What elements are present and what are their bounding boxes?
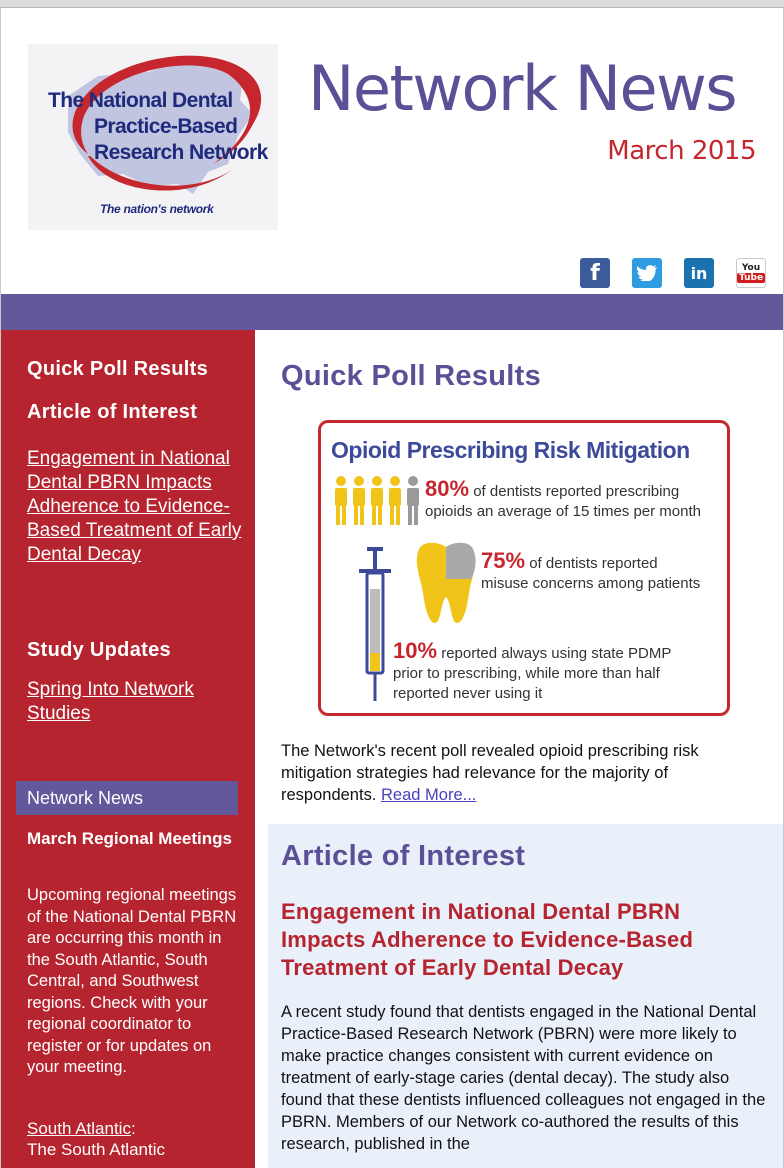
sidebar bbox=[0, 330, 255, 1168]
sidebar-paragraph: Upcoming regional meetings of the National Dental PBRN are occurring this month in the South Atlantic, South Central, and Southwest regions. Check with your regional coordinator to register or for updates on your meeting. bbox=[27, 886, 237, 1076]
stat2-line: of dentists reported bbox=[529, 555, 658, 572]
south-atlantic-link[interactable]: South Atlantic bbox=[27, 1119, 131, 1138]
tooth-icon bbox=[413, 539, 479, 625]
sidebar-article-link[interactable]: Engagement in National Dental PBRN Impacts Adherence to Evidence-Based Treatment of Early Dental Decay bbox=[27, 448, 242, 565]
stat2-percent: 75% bbox=[481, 548, 526, 573]
newsletter-date: March 2015 bbox=[607, 136, 756, 166]
stat2-line: misuse concerns among patients bbox=[481, 575, 701, 592]
person-icon bbox=[353, 476, 365, 525]
stat3-line: reported never using it bbox=[393, 685, 543, 702]
stat3-line: reported always using state PDMP bbox=[441, 645, 672, 662]
twitter-bird-icon bbox=[637, 265, 657, 281]
newsletter-title: Network News bbox=[308, 52, 737, 125]
syringe-icon bbox=[355, 545, 395, 705]
network-logo[interactable] bbox=[28, 44, 278, 230]
person-icon bbox=[389, 476, 401, 525]
region-description: The South Atlantic bbox=[27, 1140, 165, 1159]
sidebar-updates-link[interactable]: Spring Into Network Studies bbox=[27, 679, 194, 724]
stat1-text bbox=[425, 476, 701, 522]
stat3-line: prior to prescribing, while more than half bbox=[393, 665, 660, 682]
twitter-icon[interactable] bbox=[632, 258, 662, 288]
facebook-icon[interactable]: f bbox=[580, 258, 610, 288]
person-icon bbox=[335, 476, 347, 525]
window-top-bar bbox=[0, 0, 784, 8]
linkedin-icon[interactable]: in bbox=[684, 258, 714, 288]
sidebar-nav-article[interactable]: Article of Interest bbox=[27, 401, 198, 423]
stat3-text bbox=[393, 638, 672, 704]
logo-line: Research Network bbox=[94, 141, 268, 164]
people-icons bbox=[333, 475, 423, 527]
person-icon bbox=[407, 476, 419, 525]
region-colon: : bbox=[130, 1119, 136, 1138]
article-title[interactable]: Engagement in National Dental PBRN Impacts Adherence to Evidence-Based Treatment of Early Dental Decay bbox=[281, 899, 694, 980]
article-heading: Article of Interest bbox=[281, 840, 526, 872]
opioid-infographic bbox=[318, 420, 730, 716]
sidebar-nav-study-updates[interactable]: Study Updates bbox=[27, 639, 171, 661]
youtube-tube-text: Tube bbox=[738, 273, 764, 283]
sidebar-nav-quick-poll[interactable]: Quick Poll Results bbox=[27, 358, 209, 380]
read-more-link[interactable]: Read More... bbox=[381, 786, 477, 804]
stat1-percent: 80% bbox=[425, 476, 470, 501]
sidebar-subheading: March Regional Meetings bbox=[27, 829, 232, 848]
social-links bbox=[580, 258, 766, 288]
sidebar-section-title: Network News bbox=[16, 781, 238, 815]
stat3-percent: 10% bbox=[393, 638, 438, 663]
stat1-line: of dentists reported prescribing bbox=[473, 483, 680, 500]
header-divider-band bbox=[0, 294, 784, 330]
article-paragraph: A recent study found that dentists engaged in the National Dental Practice-Based Research Network (PBRN) were more likely to make practice changes consistent with current evidence on treatment of early-stage caries (dental decay). The study also found that these dentists influenced colleagues not engaged in the PBRN. Members of our Network co-authored the results of this research, published in the bbox=[281, 1003, 766, 1153]
youtube-you-text: You bbox=[741, 263, 761, 273]
infographic-title: Opioid Prescribing Risk Mitigation bbox=[331, 437, 690, 463]
newsletter-header bbox=[0, 8, 784, 256]
logo-wordmark bbox=[42, 88, 278, 166]
logo-line: The National Dental bbox=[48, 89, 233, 112]
logo-tagline: The nation's network bbox=[100, 202, 214, 216]
stat2-text bbox=[481, 548, 701, 594]
poll-summary bbox=[281, 740, 751, 806]
poll-heading: Quick Poll Results bbox=[281, 360, 542, 392]
logo-line: Practice-Based bbox=[94, 115, 238, 138]
person-icon bbox=[371, 476, 383, 525]
stat1-line: opioids an average of 15 times per month bbox=[425, 503, 701, 520]
youtube-icon[interactable] bbox=[736, 258, 766, 288]
sidebar-region-entry bbox=[27, 1118, 237, 1160]
poll-summary-text: The Network's recent poll revealed opioid prescribing risk mitigation strategies had relevance for the majority of respondents. bbox=[281, 742, 699, 804]
